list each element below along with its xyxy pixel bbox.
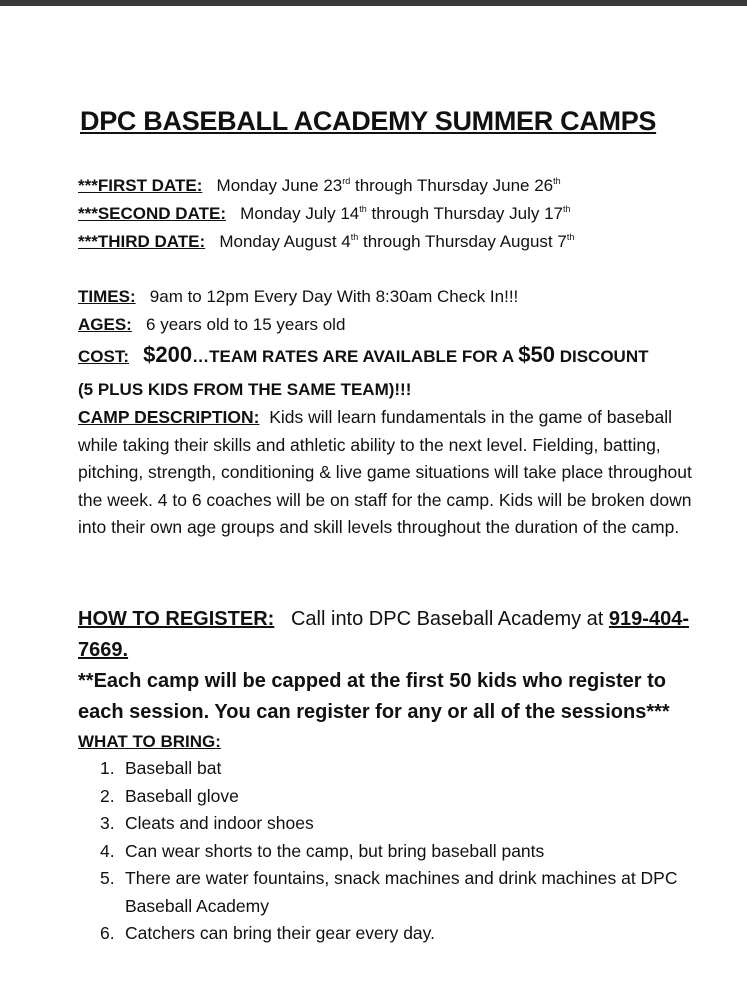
ages-line [78, 315, 345, 335]
cost-discount-amount: $50 [518, 342, 555, 367]
page-title: DPC BASEBALL ACADEMY SUMMER CAMPS [80, 106, 657, 136]
third-date-text2: through Thursday August 7 [358, 232, 567, 251]
first-date-sup2: th [553, 176, 561, 186]
times-label: TIMES: [78, 287, 136, 306]
times-value: 9am to 12pm Every Day With 8:30am Check In!!! [149, 287, 519, 306]
list-item [78, 755, 698, 783]
third-date-line [78, 232, 574, 252]
list-item [78, 865, 698, 920]
list-item [78, 920, 698, 948]
first-date-text2: through Thursday June 26 [350, 176, 554, 195]
list-item-number: 5. [100, 868, 115, 888]
first-date-sup1: rd [342, 176, 351, 186]
list-item-text: Cleats and indoor shoes [125, 813, 314, 833]
cost-team-note: (5 PLUS KIDS FROM THE SAME TEAM)!!! [78, 380, 412, 399]
top-border [0, 0, 747, 6]
list-item [78, 810, 698, 838]
ages-label: AGES: [78, 315, 132, 334]
third-date-sup2: th [566, 232, 575, 242]
register-text: Call into DPC Baseball Academy at [290, 608, 609, 630]
list-item-text: Baseball glove [125, 785, 239, 806]
what-to-bring-label: WHAT TO BRING: [78, 732, 221, 751]
second-date-sup1: th [359, 204, 367, 214]
list-item-text: There are water fountains, snack machines and drink machines at DPC Baseball Academy [125, 868, 678, 916]
second-date-text1: Monday July 14 [240, 204, 360, 223]
cost-line [78, 342, 648, 368]
register-capacity-note: **Each camp will be capped at the first 50 kids who register to each session. You can register for any or all of the sessions*** [78, 670, 670, 723]
register-line [78, 604, 698, 666]
camp-description-label: CAMP DESCRIPTION: [78, 407, 260, 427]
list-item-number: 4. [100, 840, 115, 861]
list-item [78, 783, 698, 811]
cost-discount-word: DISCOUNT [554, 347, 649, 366]
cost-team-rates: …TEAM RATES ARE AVAILABLE FOR A [192, 347, 519, 366]
register-label: HOW TO REGISTER: [78, 608, 275, 630]
second-date-label: ***SECOND DATE: [78, 204, 226, 223]
times-line [78, 287, 518, 307]
list-item-number: 3. [100, 813, 115, 833]
second-date-sup2: th [563, 204, 571, 214]
list-item-number: 2. [100, 785, 115, 806]
camp-description [78, 404, 698, 542]
first-date-text1: Monday June 23 [216, 176, 343, 195]
third-date-sup1: th [350, 232, 359, 242]
second-date-text2: through Thursday July 17 [366, 204, 563, 223]
list-item-text: Catchers can bring their gear every day. [125, 923, 435, 943]
registration-section [78, 604, 698, 728]
first-date-line [78, 176, 561, 196]
first-date-label: ***FIRST DATE: [78, 176, 203, 195]
camp-description-text: Kids will learn fundamentals in the game of baseball while taking their skills and athletic ability to the next level. Fielding, batting, pitching, strength, conditioning & live game situations will take place throughout the week. 4 to 6 coaches will be on staff for the camp. Kids will be broken down into their own age groups and skill levels throughout the duration of the camp. [78, 407, 692, 537]
list-item-text: Can wear shorts to the camp, but bring baseball pants [125, 840, 545, 861]
second-date-line [78, 204, 571, 224]
third-date-label: ***THIRD DATE: [78, 232, 206, 251]
list-item-number: 6. [100, 923, 115, 943]
list-item [78, 838, 698, 866]
bring-list [78, 755, 698, 948]
list-item-text: Baseball bat [125, 758, 222, 778]
third-date-text1: Monday August 4 [219, 232, 351, 251]
cost-price: $200 [143, 342, 193, 367]
register-phone: 919-404-7669. [78, 608, 689, 661]
ages-value: 6 years old to 15 years old [146, 315, 346, 334]
cost-label: COST: [78, 347, 129, 366]
what-to-bring-heading [78, 732, 221, 752]
list-item-number: 1. [100, 758, 115, 778]
